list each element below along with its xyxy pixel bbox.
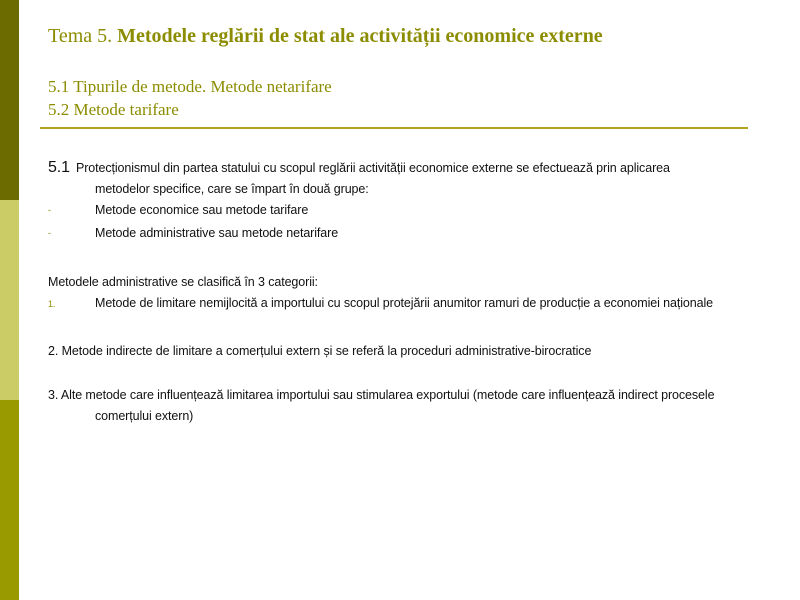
paragraph-intro-line1 [48, 157, 758, 179]
list-item [48, 223, 758, 246]
bullet-text: Metode economice sau metode tarifare [95, 203, 309, 217]
slide-title [48, 24, 768, 48]
item3-line1: 3. Alte metode care influențează limitarea importului sau stimularea exportului (metode care influențează indirect procesele [48, 388, 715, 402]
slide-title-main: Metodele reglării de stat ale activității economice externe [117, 25, 603, 47]
categories-intro: Metodele administrative se clasifică în 3 categorii: [48, 275, 318, 289]
section-number: 5.1 [48, 159, 70, 176]
numbered-item-2: 2. Metode indirecte de limitare a comerțului extern și se referă la proceduri administrative-birocratice [48, 344, 592, 358]
item3-line2: comerțului extern) [95, 409, 194, 423]
bullet-marker: - [48, 205, 51, 215]
bullet-text: Metode administrative sau metode netarifare [95, 226, 339, 240]
sidebar-bottom-block [0, 400, 19, 600]
title-divider [40, 127, 748, 129]
list-item [48, 200, 758, 223]
sidebar-top-block [0, 0, 19, 200]
slide-subtitle-1: 5.1 Tipurile de metode. Metode netarifare [48, 77, 332, 96]
intro-text-line1: Protecționismul din partea statului cu scopul reglării activității economice externe se efectuează prin aplicarea [75, 161, 670, 175]
intro-text-line2: metodelor specifice, care se împart în două grupe: [95, 182, 369, 196]
slide-title-prefix: Tema 5. [48, 25, 118, 47]
numbered-marker: 1. [48, 299, 56, 309]
slide-subtitle-2: 5.2 Metode tarifare [48, 100, 179, 119]
bullet-marker: - [48, 228, 51, 238]
sidebar-middle-block [0, 200, 19, 400]
paragraph-intro [48, 157, 758, 246]
numbered-item-3 [48, 385, 758, 427]
numbered-item-text: Metode de limitare nemijlocită a importului cu scopul protejării anumitor ramuri de producție a economiei naționale [95, 296, 713, 310]
paragraph-categories [48, 272, 758, 314]
numbered-item-1 [48, 293, 758, 314]
